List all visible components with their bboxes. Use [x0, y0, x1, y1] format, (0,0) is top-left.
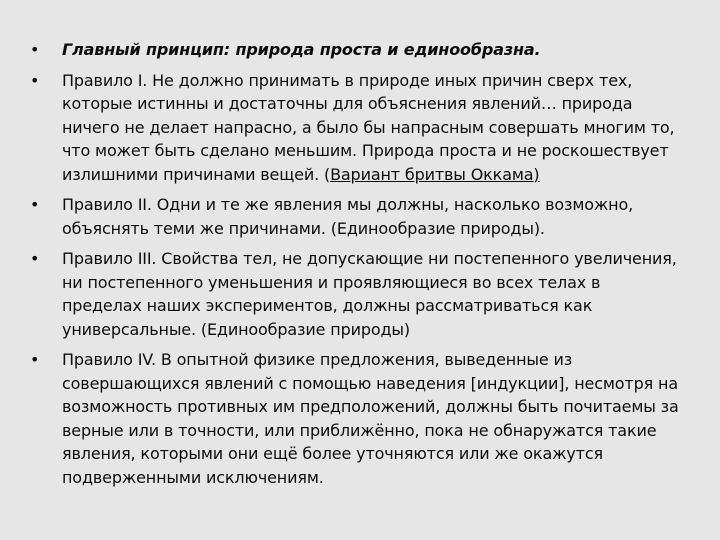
rule-2-text: Правило II. Одни и те же явления мы должны, насколько возможно, объяснять теми же причинами. (Единообразие природы).	[62, 195, 634, 238]
bullet-icon: •	[30, 70, 40, 90]
rule-3-text: Правило III. Свойства тел, не допускающие ни постепенного увеличения, ни постепенного уменьшения и проявляющиеся во всех телах в пределах наших экспериментов, должны рассматриваться как универсальные. (Единообразие природы)	[62, 249, 677, 339]
list-item-rule-2	[30, 193, 680, 240]
list-item-rule-1	[30, 69, 680, 187]
principle-text: Главный принцип: природа проста и единообразна.	[62, 40, 541, 59]
bullet-icon: •	[30, 350, 40, 369]
list-item-principle	[30, 38, 680, 62]
bullet-icon: •	[30, 249, 40, 268]
list-item-rule-4	[30, 348, 680, 489]
list-item-rule-3	[30, 247, 680, 341]
occam-razor-link[interactable]: Вариант бритвы Оккама)	[330, 164, 540, 184]
bullet-icon: •	[30, 195, 40, 214]
rule-1-text: Правило I. Не должно принимать в природе иных причин сверх тех, которые истинны и достаточны для объяснения явлений… природа ничего не делает напрасно, а было бы напрасным совершать многим то, что может быть сделано меньшим. Природа проста и не роскошествует излишними причинами вещей. (	[62, 70, 675, 184]
bullet-icon: •	[30, 40, 40, 59]
bullet-list	[30, 38, 680, 489]
rule-4-text: Правило IV. В опытной физике предложения, выведенные из совершающихся явлений с помощью наведения [индукции], несмотря на возможность противных им предположений, должны быть почитаемы за верные или в точности, или приближённо, пока не обнаружатся такие явления, которыми они ещё более уточняются или же окажутся подверженными исключениям.	[62, 350, 679, 487]
